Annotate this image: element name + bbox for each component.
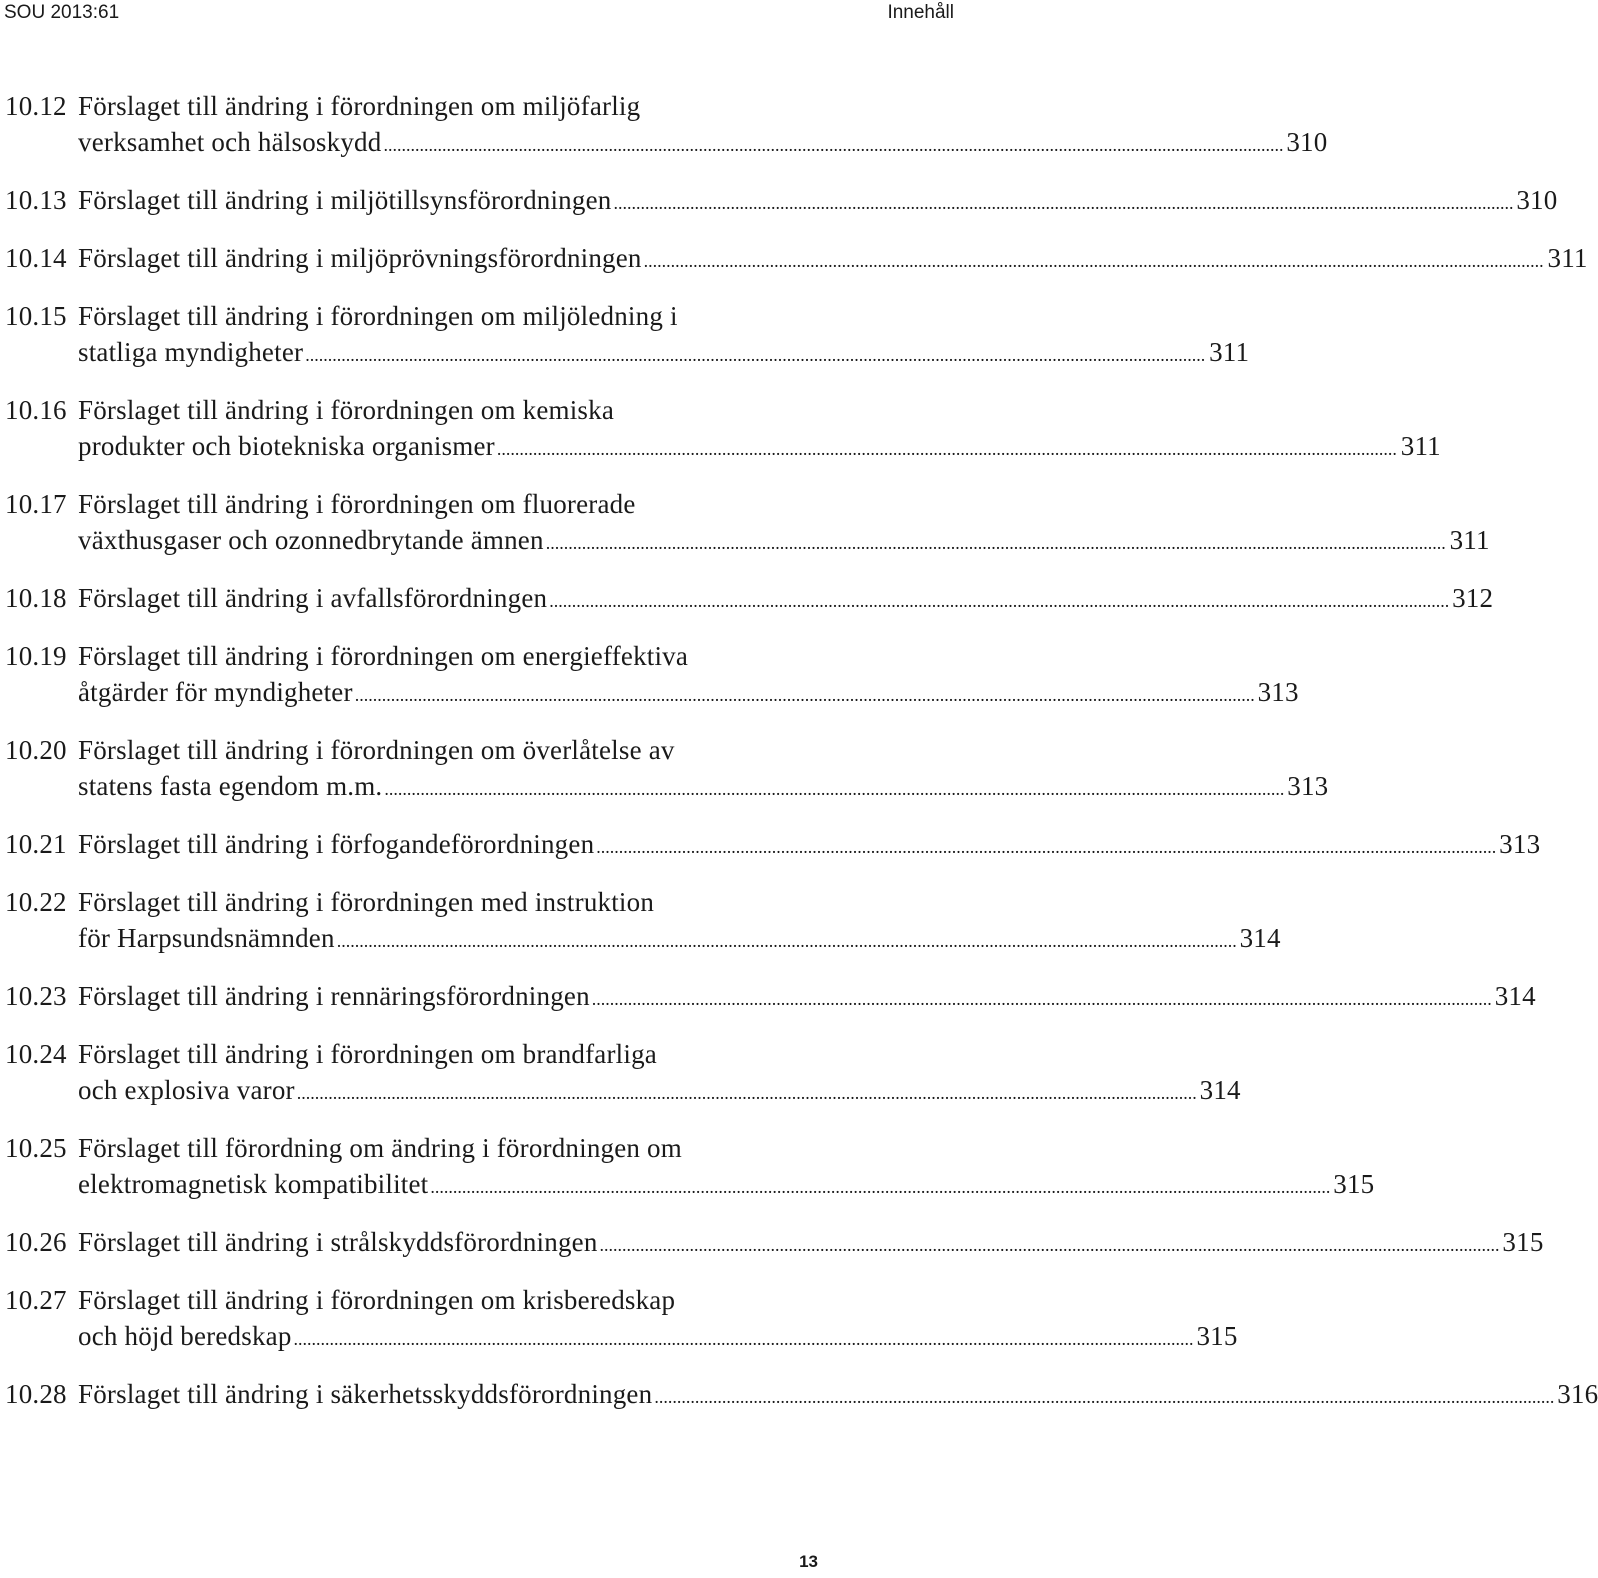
toc-entry-number: 10.23 [5, 981, 67, 1011]
toc-entry-body [78, 298, 1250, 373]
toc-entry[interactable] [5, 580, 1494, 619]
toc-entry-number: 10.18 [5, 583, 67, 613]
toc-entry-title-line: och höjd beredskap [78, 1321, 292, 1351]
toc-entry[interactable] [5, 88, 1328, 163]
toc-entry-page: 315 [1333, 1169, 1375, 1199]
toc-entry-number: 10.25 [5, 1133, 67, 1163]
toc-entry-title-line: Förslaget till förordning om ändring i förordningen om [78, 1133, 682, 1163]
toc-entry-title-line: Förslaget till ändring i strålskyddsförordningen [78, 1227, 598, 1257]
toc-entry-body [78, 486, 1490, 561]
toc-entry-body [78, 1224, 1544, 1263]
toc-entry-title-line: elektromagnetisk kompatibilitet [78, 1169, 429, 1199]
toc-entry-page: 311 [1400, 431, 1441, 461]
toc-entry-body [78, 182, 1558, 221]
toc-entry-body [78, 88, 1328, 163]
dot-leader: ........................................................................................................................................................................................................ [296, 1083, 1197, 1103]
toc-entry-last-line [78, 124, 1328, 163]
toc-entry-page: 315 [1502, 1227, 1544, 1257]
toc-entry-last-line [78, 826, 1541, 865]
toc-entry-page: 315 [1196, 1321, 1238, 1351]
toc-entry-title-line: Förslaget till ändring i förordningen om krisberedskap [78, 1285, 676, 1315]
toc-entry-body [78, 1376, 1598, 1415]
toc-entry-title-line: Förslaget till ändring i förordningen med instruktion [78, 887, 655, 917]
dot-leader: ........................................................................................................................................................................................................ [643, 251, 1544, 271]
dot-leader: ........................................................................................................................................................................................................ [654, 1387, 1555, 1407]
toc-entry[interactable] [5, 182, 1558, 221]
toc-entry-title-line: växthusgaser och ozonnedbrytande ämnen [78, 525, 544, 555]
toc-entry-title-line: Förslaget till ändring i förordningen om kemiska [78, 395, 615, 425]
dot-leader: ........................................................................................................................................................................................................ [336, 931, 1237, 951]
toc-entry-page: 313 [1257, 677, 1299, 707]
toc-entry[interactable] [5, 240, 1588, 279]
toc-entry-body [78, 392, 1441, 467]
toc-entry-number: 10.28 [5, 1379, 67, 1409]
toc-entry-number: 10.26 [5, 1227, 67, 1257]
toc-entry-page: 316 [1557, 1379, 1598, 1409]
toc-entry-last-line [78, 674, 1299, 713]
toc-entry-body [78, 1036, 1241, 1111]
toc-entry-last-line [78, 978, 1536, 1017]
toc-entry-title-line: Förslaget till ändring i förordningen om miljöledning i [78, 301, 678, 331]
toc-entry-last-line [78, 1166, 1375, 1205]
toc-entry-number: 10.15 [5, 301, 67, 331]
dot-leader: ........................................................................................................................................................................................................ [596, 837, 1497, 857]
toc-entry[interactable] [5, 1224, 1544, 1263]
dot-leader: ........................................................................................................................................................................................................ [383, 135, 1284, 155]
toc-entry-number: 10.16 [5, 395, 67, 425]
toc-entry-last-line [78, 580, 1494, 619]
dot-leader: ........................................................................................................................................................................................................ [496, 439, 1397, 459]
toc-entry[interactable] [5, 1376, 1598, 1415]
toc-entry[interactable] [5, 978, 1536, 1017]
dot-leader: ........................................................................................................................................................................................................ [384, 779, 1285, 799]
toc-entry-page: 311 [1547, 243, 1588, 273]
toc-entry-title-line: produkter och biotekniska organismer [78, 431, 495, 461]
toc-entry-title-line: Förslaget till ändring i förfogandeförordningen [78, 829, 595, 859]
toc-entry-title-line: statens fasta egendom m.m. [78, 771, 383, 801]
toc-entry-page: 312 [1452, 583, 1494, 613]
toc-entry-page: 310 [1516, 185, 1558, 215]
toc-entry-title-line: Förslaget till ändring i förordningen om överlåtelse av [78, 735, 675, 765]
dot-leader: ........................................................................................................................................................................................................ [591, 989, 1492, 1009]
toc-entry-body [78, 1130, 1375, 1205]
toc-entry-title-line: för Harpsundsnämnden [78, 923, 335, 953]
toc-entry-number: 10.22 [5, 887, 67, 917]
toc-entry[interactable] [5, 826, 1541, 865]
running-header-right: Innehåll [887, 2, 954, 23]
toc-entry-last-line [78, 334, 1250, 373]
toc-entry[interactable] [5, 732, 1329, 807]
toc-entry-number: 10.24 [5, 1039, 67, 1069]
toc-entry-number: 10.27 [5, 1285, 67, 1315]
toc-entry-last-line [78, 1318, 1238, 1357]
toc-entry-title-line: Förslaget till ändring i miljötillsynsförordningen [78, 185, 612, 215]
toc-entry[interactable] [5, 1130, 1375, 1205]
toc-entry-page: 311 [1449, 525, 1490, 555]
toc-entry-title-line: åtgärder för myndigheter [78, 677, 353, 707]
page-number: 13 [799, 1552, 818, 1571]
toc-entry-body [78, 884, 1281, 959]
toc-entry-body [78, 732, 1329, 807]
toc-entry-page: 311 [1209, 337, 1250, 367]
toc-entry-number: 10.17 [5, 489, 67, 519]
toc-entry-last-line [78, 522, 1490, 561]
toc-entry-title-line: Förslaget till ändring i förordningen om fluorerade [78, 489, 636, 519]
toc-entry-last-line [78, 1072, 1241, 1111]
toc-entry-number: 10.21 [5, 829, 67, 859]
toc-entry-title-line: Förslaget till ändring i förordningen om miljöfarlig [78, 91, 641, 121]
toc-entry-page: 313 [1287, 771, 1329, 801]
toc-entry-page: 314 [1199, 1075, 1241, 1105]
toc-entry-last-line [78, 240, 1588, 279]
toc-entry-page: 314 [1239, 923, 1281, 953]
toc-entry-number: 10.20 [5, 735, 67, 765]
toc-entry-title-line: Förslaget till ändring i miljöprövningsförordningen [78, 243, 642, 273]
toc-entry-number: 10.14 [5, 243, 67, 273]
toc-entry-body [78, 240, 1588, 279]
toc-entry-last-line [78, 1376, 1598, 1415]
toc-entry-title-line: Förslaget till ändring i förordningen om brandfarliga [78, 1039, 657, 1069]
toc-entry-title-line: verksamhet och hälsoskydd [78, 127, 382, 157]
toc-entry-body [78, 580, 1494, 619]
toc-entry-last-line [78, 1224, 1544, 1263]
toc-entry-title-line: och explosiva varor [78, 1075, 295, 1105]
toc-entry[interactable] [5, 1036, 1241, 1111]
toc-entry-title-line: statliga myndigheter [78, 337, 304, 367]
toc-entry-page: 313 [1499, 829, 1541, 859]
table-of-contents [5, 88, 1598, 1434]
toc-entry-last-line [78, 768, 1329, 807]
toc-entry-number: 10.13 [5, 185, 67, 215]
toc-entry-last-line [78, 428, 1441, 467]
toc-entry-title-line: Förslaget till ändring i förordningen om energieffektiva [78, 641, 689, 671]
toc-entry-page: 314 [1494, 981, 1536, 1011]
dot-leader: ........................................................................................................................................................................................................ [305, 345, 1206, 365]
toc-entry-title-line: Förslaget till ändring i rennäringsförordningen [78, 981, 590, 1011]
toc-entry[interactable] [5, 884, 1281, 959]
dot-leader: ........................................................................................................................................................................................................ [545, 533, 1446, 553]
toc-entry-last-line [78, 182, 1558, 221]
toc-entry[interactable] [5, 486, 1490, 561]
toc-entry-body [78, 826, 1541, 865]
toc-entry[interactable] [5, 638, 1299, 713]
toc-entry[interactable] [5, 392, 1441, 467]
dot-leader: ........................................................................................................................................................................................................ [293, 1329, 1194, 1349]
toc-entry-title-line: Förslaget till ändring i avfallsförordningen [78, 583, 548, 613]
toc-entry-body [78, 978, 1536, 1017]
toc-entry-last-line [78, 920, 1281, 959]
running-header-left: SOU 2013:61 [4, 2, 120, 23]
toc-entry[interactable] [5, 1282, 1238, 1357]
dot-leader: ........................................................................................................................................................................................................ [613, 193, 1514, 213]
toc-entry-title-line: Förslaget till ändring i säkerhetsskyddsförordningen [78, 1379, 653, 1409]
toc-entry-number: 10.12 [5, 91, 67, 121]
dot-leader: ........................................................................................................................................................................................................ [599, 1235, 1500, 1255]
toc-entry[interactable] [5, 298, 1250, 373]
toc-entry-body [78, 1282, 1238, 1357]
toc-entry-body [78, 638, 1299, 713]
toc-entry-page: 310 [1286, 127, 1328, 157]
toc-entry-number: 10.19 [5, 641, 67, 671]
dot-leader: ........................................................................................................................................................................................................ [430, 1177, 1331, 1197]
dot-leader: ........................................................................................................................................................................................................ [549, 591, 1450, 611]
dot-leader: ........................................................................................................................................................................................................ [354, 685, 1255, 705]
